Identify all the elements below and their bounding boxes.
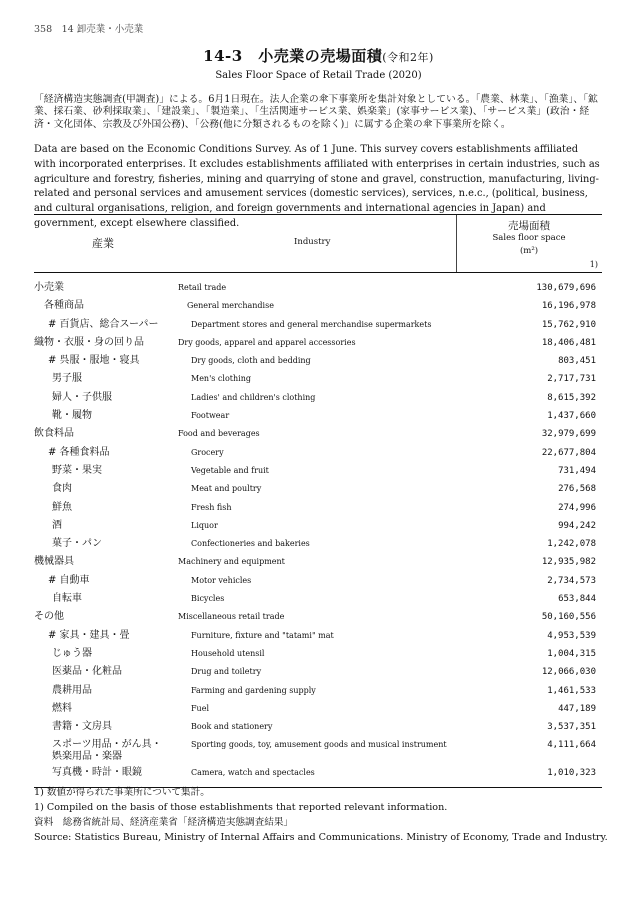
table-row bbox=[34, 462, 602, 480]
intro-japanese: 「経済構造実態調査(甲調査)」による。6月1日現在。法人企業の傘下事業所を集計対象としている。「農業、林業」、「漁業」、「鉱業、採石業、砂利採取業」、「建設業」、「製造業」、「生活関連サービス業、娯楽業」(家事サービス業)、「サービス業」(政治・経済・文化団体、宗教及び外国公務)、「公務(他に分類されるものを除く)」に属する企業の傘下事業所を除く。 bbox=[34, 94, 598, 130]
row-label-jp: 自転車 bbox=[52, 593, 82, 605]
footnote-en: 1) Compiled on the basis of those establishments that reported relevant information. bbox=[34, 802, 448, 813]
table-row bbox=[34, 425, 602, 443]
row-label-jp: 婦人・子供服 bbox=[52, 391, 112, 403]
row-label-jp: スポーツ用品・がん具・ 娯楽用品・楽器 bbox=[52, 739, 162, 763]
row-value: 731,494 bbox=[558, 465, 596, 476]
row-label-jp: その他 bbox=[34, 611, 64, 623]
row-label-jp: 各種商品 bbox=[44, 300, 84, 312]
row-label-en: Footwear bbox=[191, 411, 230, 421]
header-sales-en: Sales floor space bbox=[492, 233, 566, 243]
row-value: 803,451 bbox=[558, 356, 596, 367]
page-header: 358 14 卸売業・小売業 bbox=[34, 24, 144, 35]
table-row bbox=[34, 444, 602, 462]
source-jp: 資料 総務省統計局、経済産業省「経済構造実態調査結果」 bbox=[34, 817, 294, 828]
row-label-jp: 燃料 bbox=[52, 702, 72, 714]
row-label-jp: 鮮魚 bbox=[52, 501, 72, 513]
table-row bbox=[34, 764, 602, 782]
title-era: (令和2年) bbox=[382, 51, 434, 64]
row-label-jp: 書籍・文房具 bbox=[52, 721, 112, 733]
table-row bbox=[34, 370, 602, 388]
row-label-en: General merchandise bbox=[187, 301, 274, 311]
row-label-jp: じゅう器 bbox=[52, 647, 92, 659]
row-label-jp: 飲食料品 bbox=[34, 428, 74, 440]
title-jp: 14-3 小売業の売場面積 bbox=[203, 47, 383, 65]
row-label-en: Meat and poultry bbox=[191, 484, 262, 494]
row-label-en: Fuel bbox=[191, 703, 209, 713]
row-label-en: Farming and gardening supply bbox=[191, 685, 316, 695]
row-label-jp: 野菜・果実 bbox=[52, 464, 102, 476]
row-label-en: Dry goods, cloth and bedding bbox=[191, 356, 311, 366]
page-title bbox=[0, 45, 637, 66]
row-value: 653,844 bbox=[558, 594, 596, 605]
row-label-en: Miscellaneous retail trade bbox=[178, 612, 285, 622]
row-label-jp: 織物・衣服・身の回り品 bbox=[34, 336, 144, 348]
row-label-jp: # 家具・建具・畳 bbox=[48, 629, 130, 641]
row-label-en: Ladies' and children's clothing bbox=[191, 392, 316, 402]
row-label-jp: 農耕用品 bbox=[52, 684, 92, 696]
table-row bbox=[34, 718, 602, 736]
header-industry-en: Industry bbox=[294, 237, 331, 247]
row-label-en: Grocery bbox=[191, 447, 224, 457]
table-row bbox=[34, 645, 602, 663]
table-row bbox=[34, 572, 602, 590]
table-row bbox=[34, 663, 602, 681]
table-row bbox=[34, 627, 602, 645]
row-value: 994,242 bbox=[558, 520, 596, 531]
row-label-jp: 小売業 bbox=[34, 282, 64, 293]
row-label-jp: 靴・履物 bbox=[52, 410, 92, 422]
row-value: 2,717,731 bbox=[547, 374, 596, 385]
row-label-en: Bicycles bbox=[191, 594, 225, 604]
row-label-en: Furniture, fixture and "tatami" mat bbox=[191, 630, 334, 640]
row-value: 4,111,664 bbox=[547, 740, 596, 751]
row-value: 50,160,556 bbox=[541, 612, 596, 623]
table-body bbox=[34, 279, 602, 783]
row-value: 276,568 bbox=[558, 484, 596, 495]
row-label-en: Men's clothing bbox=[191, 374, 251, 384]
row-value: 1,010,323 bbox=[547, 768, 596, 779]
page-title-en: Sales Floor Space of Retail Trade (2020) bbox=[215, 70, 422, 81]
row-value: 3,537,351 bbox=[547, 722, 596, 733]
row-label-en: Vegetable and fruit bbox=[191, 465, 269, 475]
row-value: 447,189 bbox=[558, 703, 596, 714]
row-value: 274,996 bbox=[558, 502, 596, 513]
intro-english: Data are based on the Economic Conditions Survey. As of 1 June. This survey covers establishments affiliated with incorporated enterprises. It excludes establishments affiliated with enterprises in certain industries, such as agriculture and forestry, fisheries, mining and quarrying of stone and gravel, construction, manufacturing, living-related and personal services and amusement services (domestic services), services, n.e.c., (political, business, and cultural organisations, religion, and foreign governments and international agencies in Japan) and government, except elsewhere classified. bbox=[34, 144, 600, 229]
source-en: Source: Statistics Bureau, Ministry of Internal Affairs and Communications. Ministry of Economy, Trade and Industry. bbox=[34, 832, 608, 843]
row-label-en: Food and beverages bbox=[178, 429, 260, 439]
table-row bbox=[34, 389, 602, 407]
row-value: 1,004,315 bbox=[547, 648, 596, 659]
row-label-jp: 機械器具 bbox=[34, 556, 74, 568]
row-label-en: Motor vehicles bbox=[191, 575, 252, 585]
row-value: 2,734,573 bbox=[547, 575, 596, 586]
row-value: 1,437,660 bbox=[547, 411, 596, 422]
table-row bbox=[34, 407, 602, 425]
table-row bbox=[34, 535, 602, 553]
row-label-jp: # 呉服・服地・寝具 bbox=[48, 355, 140, 367]
header-industry-jp: 産業 bbox=[92, 237, 114, 250]
table-row bbox=[34, 297, 602, 315]
footnote-jp: 1) 数値が得られた事業所について集計。 bbox=[34, 787, 210, 798]
table-row bbox=[34, 590, 602, 608]
data-table bbox=[34, 214, 602, 788]
row-value: 1,461,533 bbox=[547, 685, 596, 696]
row-value: 18,406,481 bbox=[541, 337, 596, 348]
row-value: 4,953,539 bbox=[547, 630, 596, 641]
row-label-jp: 酒 bbox=[52, 519, 62, 531]
row-label-en: Liquor bbox=[191, 520, 218, 530]
row-label-jp: 男子服 bbox=[52, 373, 82, 385]
header-note-mark: 1) bbox=[589, 260, 598, 269]
row-value: 1,242,078 bbox=[547, 539, 596, 550]
row-value: 12,935,982 bbox=[541, 557, 596, 568]
row-value: 130,679,696 bbox=[536, 283, 596, 293]
table-header bbox=[34, 215, 602, 273]
row-label-en: Dry goods, apparel and apparel accessories bbox=[178, 337, 356, 347]
row-label-en: Camera, watch and spectacles bbox=[191, 768, 315, 778]
row-label-jp: 写真機・時計・眼鏡 bbox=[52, 767, 142, 779]
row-value: 8,615,392 bbox=[547, 392, 596, 403]
title-block bbox=[0, 45, 637, 81]
table-row bbox=[34, 736, 602, 764]
row-label-en: Retail trade bbox=[178, 283, 227, 292]
table-row bbox=[34, 352, 602, 370]
row-label-jp: # 百貨店、総合スーパー bbox=[48, 318, 159, 330]
table-row bbox=[34, 682, 602, 700]
table-row bbox=[34, 480, 602, 498]
row-value: 32,979,699 bbox=[541, 429, 596, 440]
row-label-en: Fresh fish bbox=[191, 502, 232, 512]
row-value: 16,196,978 bbox=[541, 301, 596, 312]
row-label-en: Machinery and equipment bbox=[178, 557, 285, 567]
row-value: 12,066,030 bbox=[541, 667, 596, 678]
table-row bbox=[34, 334, 602, 352]
header-sales-jp: 売場面積 bbox=[508, 220, 550, 232]
table-row bbox=[34, 316, 602, 334]
row-value: 22,677,804 bbox=[541, 447, 596, 458]
row-label-en: Confectioneries and bakeries bbox=[191, 539, 310, 549]
row-label-jp: 医薬品・化粧品 bbox=[52, 666, 122, 678]
table-row bbox=[34, 279, 602, 297]
table-row bbox=[34, 608, 602, 626]
row-label-en: Drug and toiletry bbox=[191, 667, 262, 677]
row-label-en: Book and stationery bbox=[191, 722, 273, 732]
row-label-jp: 菓子・パン bbox=[52, 538, 102, 550]
row-label-en: Sporting goods, toy, amusement goods and musical instrument bbox=[191, 740, 447, 750]
row-label-en: Department stores and general merchandise supermarkets bbox=[191, 319, 432, 329]
row-value: 15,762,910 bbox=[541, 319, 596, 330]
row-label-en: Household utensil bbox=[191, 648, 265, 658]
row-label-jp: 食肉 bbox=[52, 483, 72, 495]
table-row bbox=[34, 700, 602, 718]
row-label-jp: # 各種食料品 bbox=[48, 446, 110, 458]
row-label-jp: # 自動車 bbox=[48, 574, 90, 586]
table-row bbox=[34, 499, 602, 517]
table-row bbox=[34, 517, 602, 535]
header-sales-unit: (m²) bbox=[519, 246, 539, 256]
table-row bbox=[34, 553, 602, 571]
